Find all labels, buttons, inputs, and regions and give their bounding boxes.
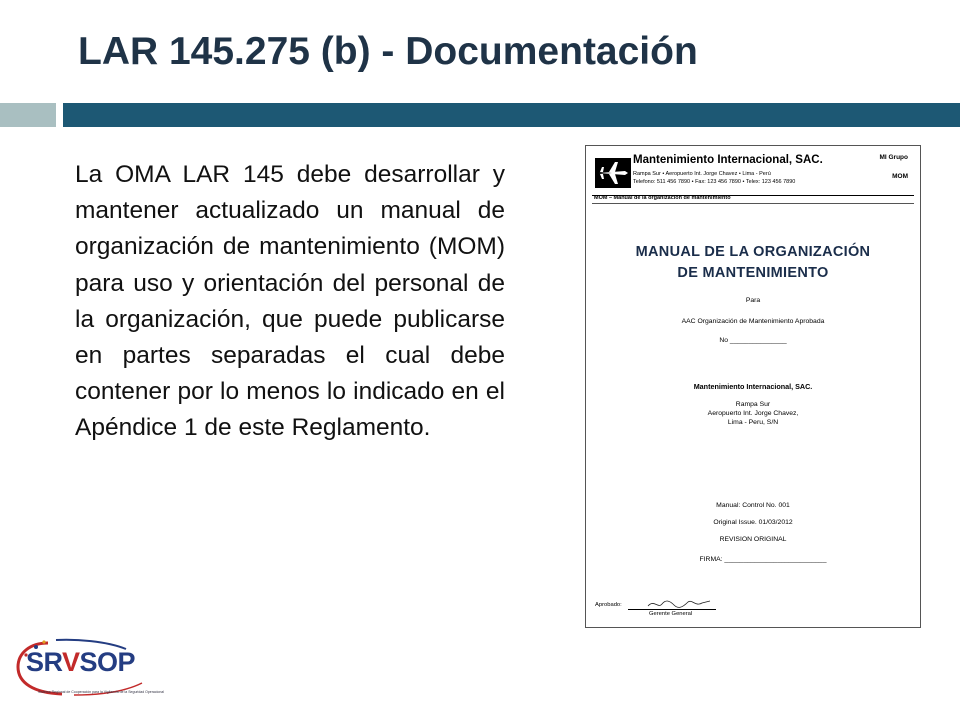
- doc-signature-rule: [628, 609, 716, 610]
- doc-header-rule-2: [592, 203, 914, 204]
- doc-address-line1: Rampa Sur • Aeropuerto Int. Jorge Chavez • Lima - Perú: [633, 171, 771, 177]
- doc-address-line2: Telefono: 511 456 7890 • Fax: 123 456 7890 • Telex: 123 456 7890: [633, 179, 796, 185]
- doc-aprobado: Aprobado:: [595, 602, 622, 608]
- doc-gerente: Gerente General: [649, 611, 693, 617]
- slide-body-text: La OMA LAR 145 debe desarrollar y mantener actualizado un manual de organización de mantenimiento (MOM) para uso y orientación del personal de la organización, que puede publicarse en partes separadas el cual debe contener por lo menos lo indicado en el Apéndice 1 de este Reglamento.: [75, 161, 505, 442]
- doc-para: Para: [745, 297, 761, 304]
- logo-subtitle: Sistema Regional de Cooperación para la Vigilancia de la Seguridad Operacional: [38, 690, 165, 694]
- logo-text-sop: SOP: [79, 647, 136, 677]
- doc-manual-control: Manual: Control No. 001: [716, 502, 790, 509]
- doc-tag: MOM: [892, 173, 908, 180]
- doc-company-name: Mantenimiento Internacional, SAC.: [633, 154, 823, 166]
- doc-title-line1: MANUAL DE LA ORGANIZACIÓN: [635, 244, 871, 260]
- accent-bar-small: [0, 103, 56, 127]
- logo-text-v: V: [62, 647, 80, 677]
- doc-aac: AAC Organización de Mantenimiento Aprobada: [681, 318, 825, 325]
- airplane-icon: [595, 158, 631, 188]
- doc-no: No _______________: [719, 337, 787, 344]
- logo-text-sr: SR: [26, 647, 63, 677]
- doc-address: [633, 170, 795, 186]
- logo-text: [26, 647, 135, 678]
- doc-firma: FIRMA: ___________________________: [699, 556, 827, 563]
- doc-group-label: MI Grupo: [879, 154, 908, 161]
- doc-company-2: Mantenimiento Internacional, SAC.: [693, 382, 813, 391]
- doc-original-issue: Original Issue. 01/03/2012: [713, 519, 793, 526]
- doc-title-line2: DE MANTENIMIENTO: [677, 265, 829, 281]
- manual-cover-image: [585, 145, 921, 628]
- doc-header-caption: MOM – Manual de la organización de mantenimiento: [594, 195, 731, 201]
- doc-addr-3: Lima - Peru, S/N: [727, 419, 779, 426]
- doc-addr-1: Rampa Sur: [735, 401, 771, 408]
- doc-revision: REVISION ORIGINAL: [719, 536, 787, 543]
- slide-title: LAR 145.275 (b) - Documentación: [78, 30, 698, 73]
- doc-addr-2: Aeropuerto Int. Jorge Chavez,: [707, 410, 799, 417]
- accent-bar-main: [63, 103, 960, 127]
- srvsop-logo: [14, 637, 165, 705]
